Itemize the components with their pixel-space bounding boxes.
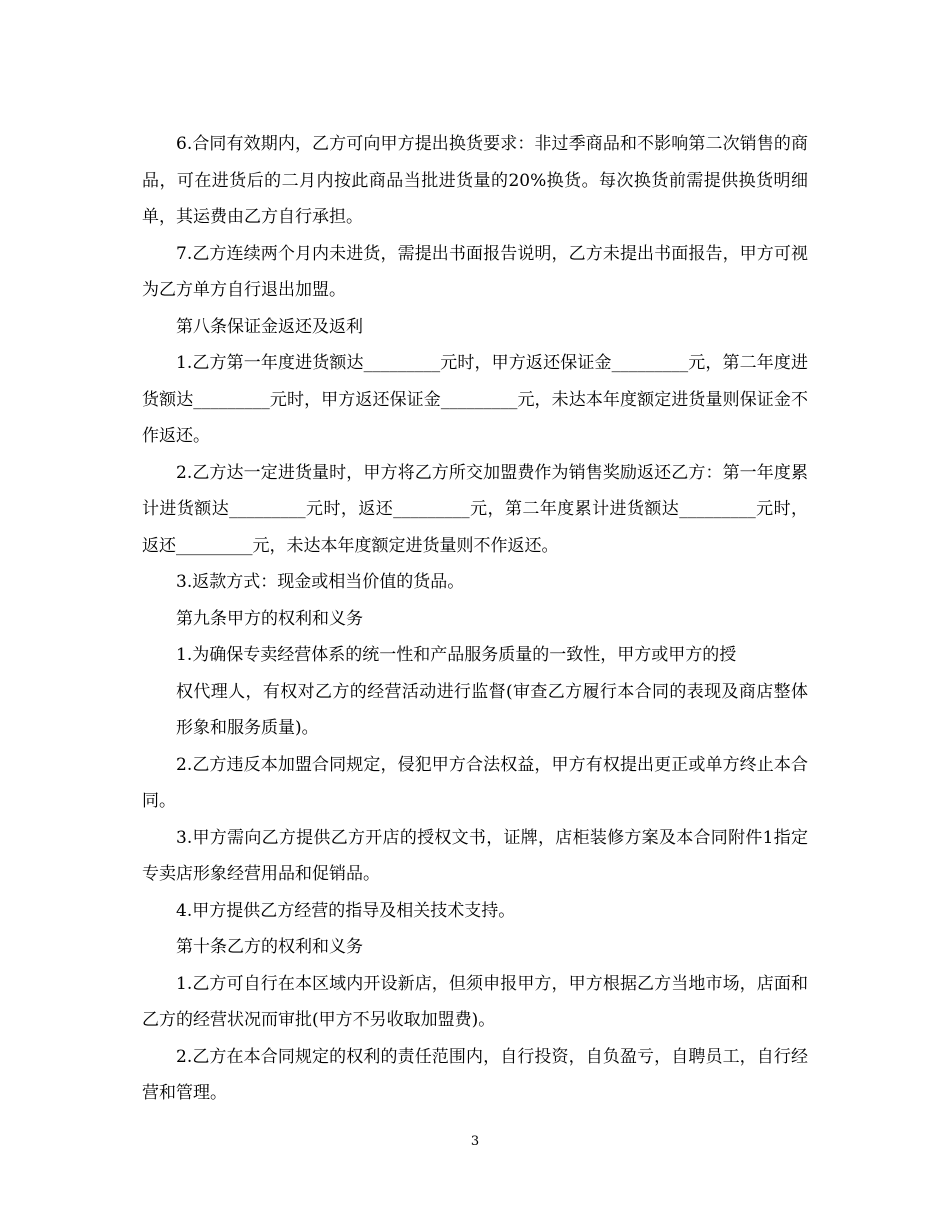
clause-paragraph: 2.乙方违反本加盟合同规定，侵犯甲方合法权益，甲方有权提出更正或单方终止本合同。 <box>142 754 808 811</box>
clause-paragraph: 3.甲方需向乙方提供乙方开店的授权文书，证牌，店柜装修方案及本合同附件1指定专卖店形象经营用品和促销品。 <box>142 827 808 884</box>
clause-paragraph: 6.合同有效期内，乙方可向甲方提出换货要求：非过季商品和不影响第二次销售的商品，可在进货后的二月内按此商品当批进货量的20%换货。每次换货前需提供换货明细单，其运费由乙方自行承担。 <box>142 134 808 227</box>
page-number: 3 <box>470 1134 480 1149</box>
clause-paragraph: 2.乙方达一定进货量时，甲方将乙方所交加盟费作为销售奖励返还乙方：第一年度累计进货额达_________元时，返还_________元，第二年度累计进货额达_________元时，返还_________元，未达本年度额定进货量则不作返还。 <box>142 462 808 556</box>
section-heading: 第八条保证金返还及返利 <box>176 316 363 337</box>
clause-paragraph-continued: 权代理人，有权对乙方的经营活动进行监督(审查乙方履行本合同的表现及商店整体形象和服务质量)。 <box>176 681 808 738</box>
clause-paragraph: 1.为确保专卖经营体系的统一性和产品服务质量的一致性，甲方或甲方的授 <box>176 645 737 665</box>
clause-paragraph: 4.甲方提供乙方经营的指导及相关技术支持。 <box>176 900 516 921</box>
section-heading: 第九条甲方的权利和义务 <box>176 608 363 629</box>
clause-paragraph: 1.乙方可自行在本区域内开设新店，但须申报甲方，甲方根据乙方当地市场，店面和乙方的经营状况而审批(甲方不另收取加盟费)。 <box>142 973 808 1030</box>
section-heading: 第十条乙方的权利和义务 <box>176 937 363 957</box>
document-body <box>142 126 808 1112</box>
clause-paragraph: 1.乙方第一年度进货额达_________元时，甲方返还保证金_________元，第二年度进货额达_________元时，甲方返还保证金_________元，未达本年度额定进货量则保证金不作返还。 <box>142 353 808 446</box>
clause-paragraph: 2.乙方在本合同规定的权利的责任范围内，自行投资，自负盈亏，自聘员工，自行经营和管理。 <box>142 1046 808 1103</box>
clause-paragraph: 3.返款方式：现金或相当价值的货品。 <box>176 572 465 592</box>
clause-paragraph: 7.乙方连续两个月内未进货，需提出书面报告说明，乙方未提出书面报告，甲方可视为乙方单方自行退出加盟。 <box>142 243 808 300</box>
